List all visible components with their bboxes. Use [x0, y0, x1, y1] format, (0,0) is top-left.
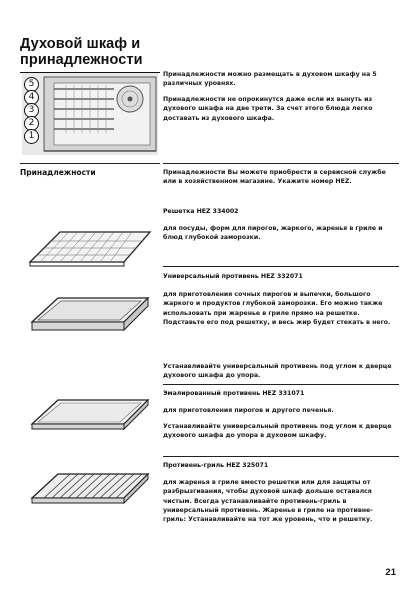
- intro-paragraph: Принадлежности не опрокинутся даже если их вынуть из духового шкафа на две трети. За счет этого блюда легко доставать из духового шкафа.: [163, 96, 373, 122]
- intro-paragraph: Принадлежности можно размещать в духовом шкафу на 5 различных уровнях.: [163, 71, 377, 88]
- accessory-name: Эмалированный противень HEZ 331071: [163, 390, 305, 397]
- baking-tray-image: [20, 382, 160, 446]
- grill-tray-image: [20, 456, 160, 520]
- section-divider: [20, 163, 160, 164]
- accessory-name: Противень-гриль HEZ 325071: [163, 462, 269, 469]
- accessory-description: для приготовления сочных пирогов и выпечки, большого жаркого и продуктов глубокой заморозки. Его можно также использовать при жаренье в гриле прямо на решетке. Подставьте его под решетку, и весь жир будет стекать в него.: [163, 291, 391, 326]
- page-number: 21: [385, 567, 396, 578]
- item-divider: [163, 266, 399, 267]
- oven-levels-illustration: [22, 73, 158, 155]
- accessory-description: Устанавливайте универсальный противень под углом к дверце духового шкафа до упора в духовом шкафу.: [163, 423, 392, 440]
- level-5-marker: 5: [24, 77, 39, 92]
- level-4-marker: 4: [24, 90, 39, 105]
- accessory-description: для жаренья в гриле вместо решетки или для защиты от разбрызгивания, чтобы духовой шкаф дольше оставался чистым. Всегда устанавливайте противень-гриль в универсальный противень. Жаренье в гриле на противне-гриль: Устанавливайте на тот же уровень, что и решетку.: [163, 479, 373, 524]
- section-divider: [163, 163, 399, 164]
- wire-rack-image: [20, 218, 160, 282]
- level-3-marker: 3: [24, 103, 39, 118]
- item-divider: [163, 384, 399, 385]
- accessory-description: для приготовления пирогов и другого печенья.: [163, 407, 334, 414]
- section-intro: Принадлежности Вы можете приобрести в сервисной службе или в хозяйственном магазине. Укажите номер HEZ.: [163, 169, 386, 186]
- universal-pan-image: [20, 282, 160, 346]
- section-label: Принадлежности: [20, 168, 96, 177]
- page-title: Духовой шкаф и принадлежности: [20, 36, 143, 68]
- accessory-name: Решетка HEZ 334002: [163, 208, 239, 215]
- accessory-name: Универсальный противень HEZ 332071: [163, 273, 303, 280]
- level-1-marker: 1: [24, 129, 39, 144]
- accessory-description: Устанавливайте универсальный противень под углом к дверце духового шкафа до упора.: [163, 363, 392, 380]
- accessory-description: для посуды, форм для пирогов, жаркого, жаренья в гриле и блюд глубокой заморозки.: [163, 225, 383, 242]
- level-2-marker: 2: [24, 116, 39, 131]
- item-divider: [163, 456, 399, 457]
